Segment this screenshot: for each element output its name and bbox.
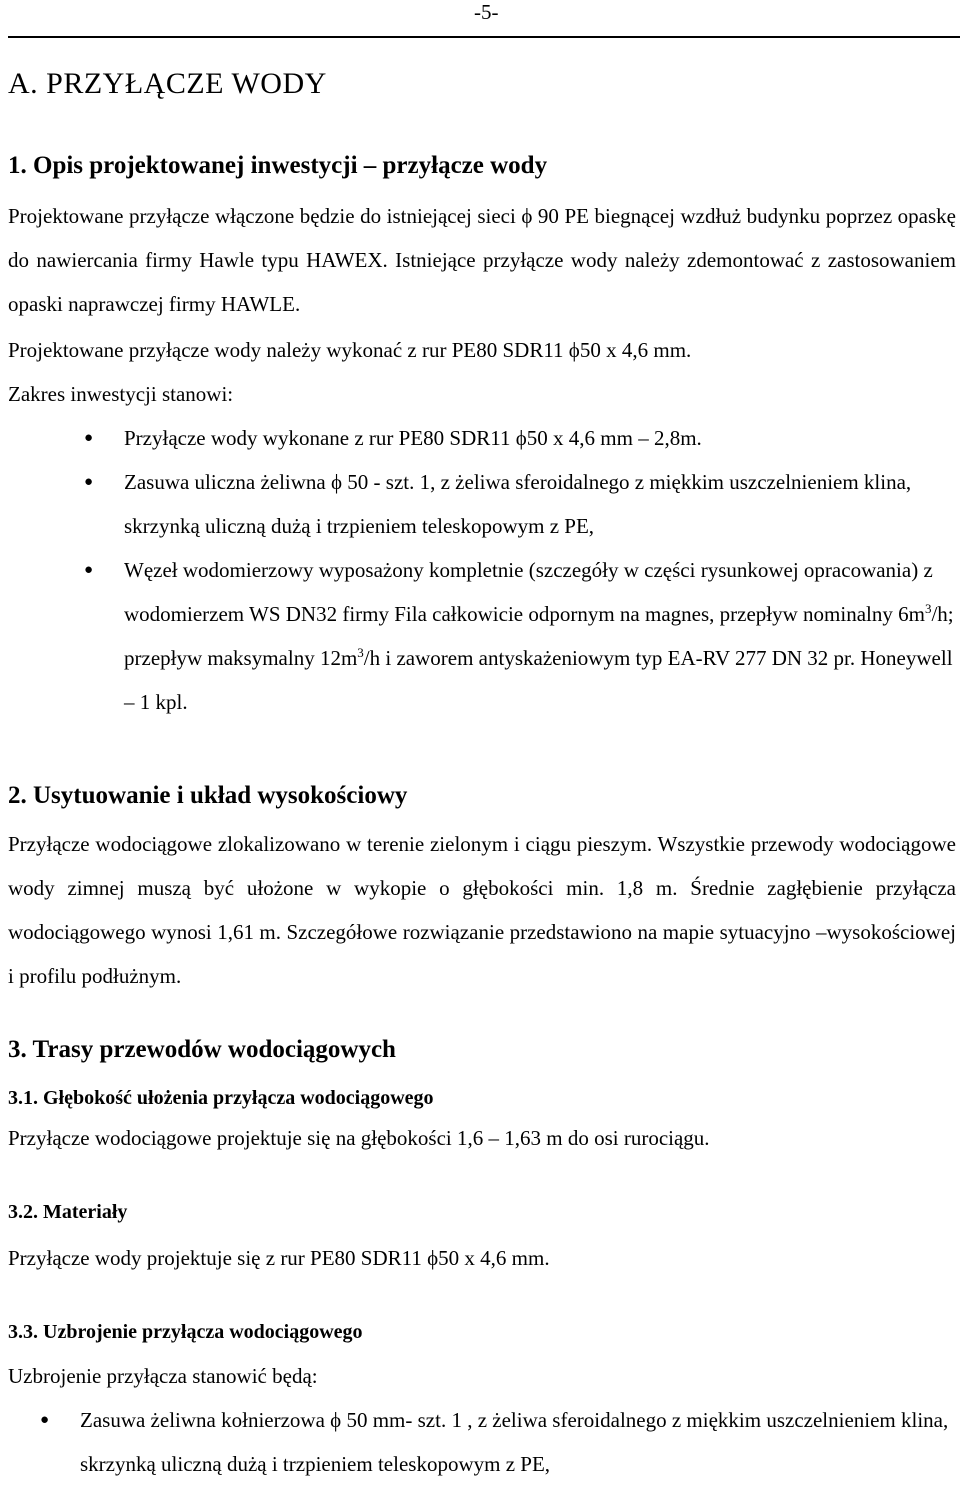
meter-node-text-c: /h i zaworem antyskażeniowym typ EA-RV 277 DN 32 pr. Honeywell – 1 kpl. (124, 646, 953, 714)
scope-item-connection: ● Przyłącze wody wykonane z rur PE80 SDR11 ϕ50 x 4,6 mm – 2,8m. (124, 416, 960, 460)
document-title: A. PRZYŁĄCZE WODY (8, 67, 327, 100)
meter-node-text-a: Węzeł wodomierzowy wyposażony kompletnie (szczegóły w części rysunkowej opracowania) z wodomierzem WS DN32 firmy Fila całkowicie odpornym na magnes, przepływ nominalny 6m (124, 558, 933, 626)
scope-list (124, 416, 960, 724)
section-2-heading: 2. Usytuowanie i układ wysokościowy (8, 782, 408, 809)
meter-node-text-b: /h; przepływ maksymalny 12m (124, 602, 954, 670)
superscript-3: 3 (924, 601, 932, 616)
section-1-intro: Projektowane przyłącze włączone będzie do istniejącej sieci ϕ 90 PE biegnącej wzdłuż budynku poprzez opaskę do nawiercania firmy Hawle typu HAWEX. Istniejące przyłącze wody należy zdemontować z zastosowaniem opaski naprawczej firmy HAWLE. (8, 204, 956, 316)
scope-item-meter-node (124, 548, 960, 724)
fittings-item-valve: ● Zasuwa żeliwna kołnierzowa ϕ 50 mm- szt. 1 , z żeliwa sferoidalnego z miękkim uszczelnieniem klina, skrzynką uliczną dużą i trzpieniem teleskopowym z PE, (80, 1398, 956, 1486)
section-2-text: Przyłącze wodociągowe zlokalizowano w terenie zielonym i ciągu pieszym. Wszystkie przewody wodociągowe wody zimnej muszą być ułożone w wykopie o głębokości min. 1,8 m. Średnie zagłębienie przyłącza wodociągowego wynosi 1,61 m. Szczegółowe rozwiązanie przedstawiono na mapie sytuacyjno –wysokościowej i profilu podłużnym. (8, 832, 956, 988)
section-3-1-heading: 3.1. Głębokość ułożenia przyłącza wodociągowego (8, 1087, 434, 1109)
section-3-3-heading: 3.3. Uzbrojenie przyłącza wodociągowego (8, 1321, 363, 1343)
section-1-heading: 1. Opis projektowanej inwestycji – przyłącze wody (8, 152, 548, 179)
scope-item-valve: ● Zasuwa uliczna żeliwna ϕ 50 - szt. 1, z żeliwa sferoidalnego z miękkim uszczelnieniem klina, skrzynką uliczną dużą i trzpieniem teleskopowym z PE, (124, 460, 960, 548)
section-3-3-text: Uzbrojenie przyłącza stanowić będą: (8, 1364, 318, 1388)
header-rule (8, 36, 960, 38)
section-1-pipe-spec: Projektowane przyłącze wody należy wykonać z rur PE80 SDR11 ϕ50 x 4,6 mm. (8, 338, 692, 362)
section-3-2-text: Przyłącze wody projektuje się z rur PE80 SDR11 ϕ50 x 4,6 mm. (8, 1246, 550, 1270)
superscript-3: 3 (357, 645, 364, 660)
section-1-scope-label: Zakres inwestycji stanowi: (8, 382, 234, 406)
section-3-heading: 3. Trasy przewodów wodociągowych (8, 1036, 396, 1063)
section-3-1-text: Przyłącze wodociągowe projektuje się na głębokości 1,6 – 1,63 m do osi rurociągu. (8, 1126, 710, 1150)
section-3-2-heading: 3.2. Materiały (8, 1201, 128, 1223)
page-number: -5- (474, 0, 499, 24)
fittings-list (80, 1398, 956, 1486)
